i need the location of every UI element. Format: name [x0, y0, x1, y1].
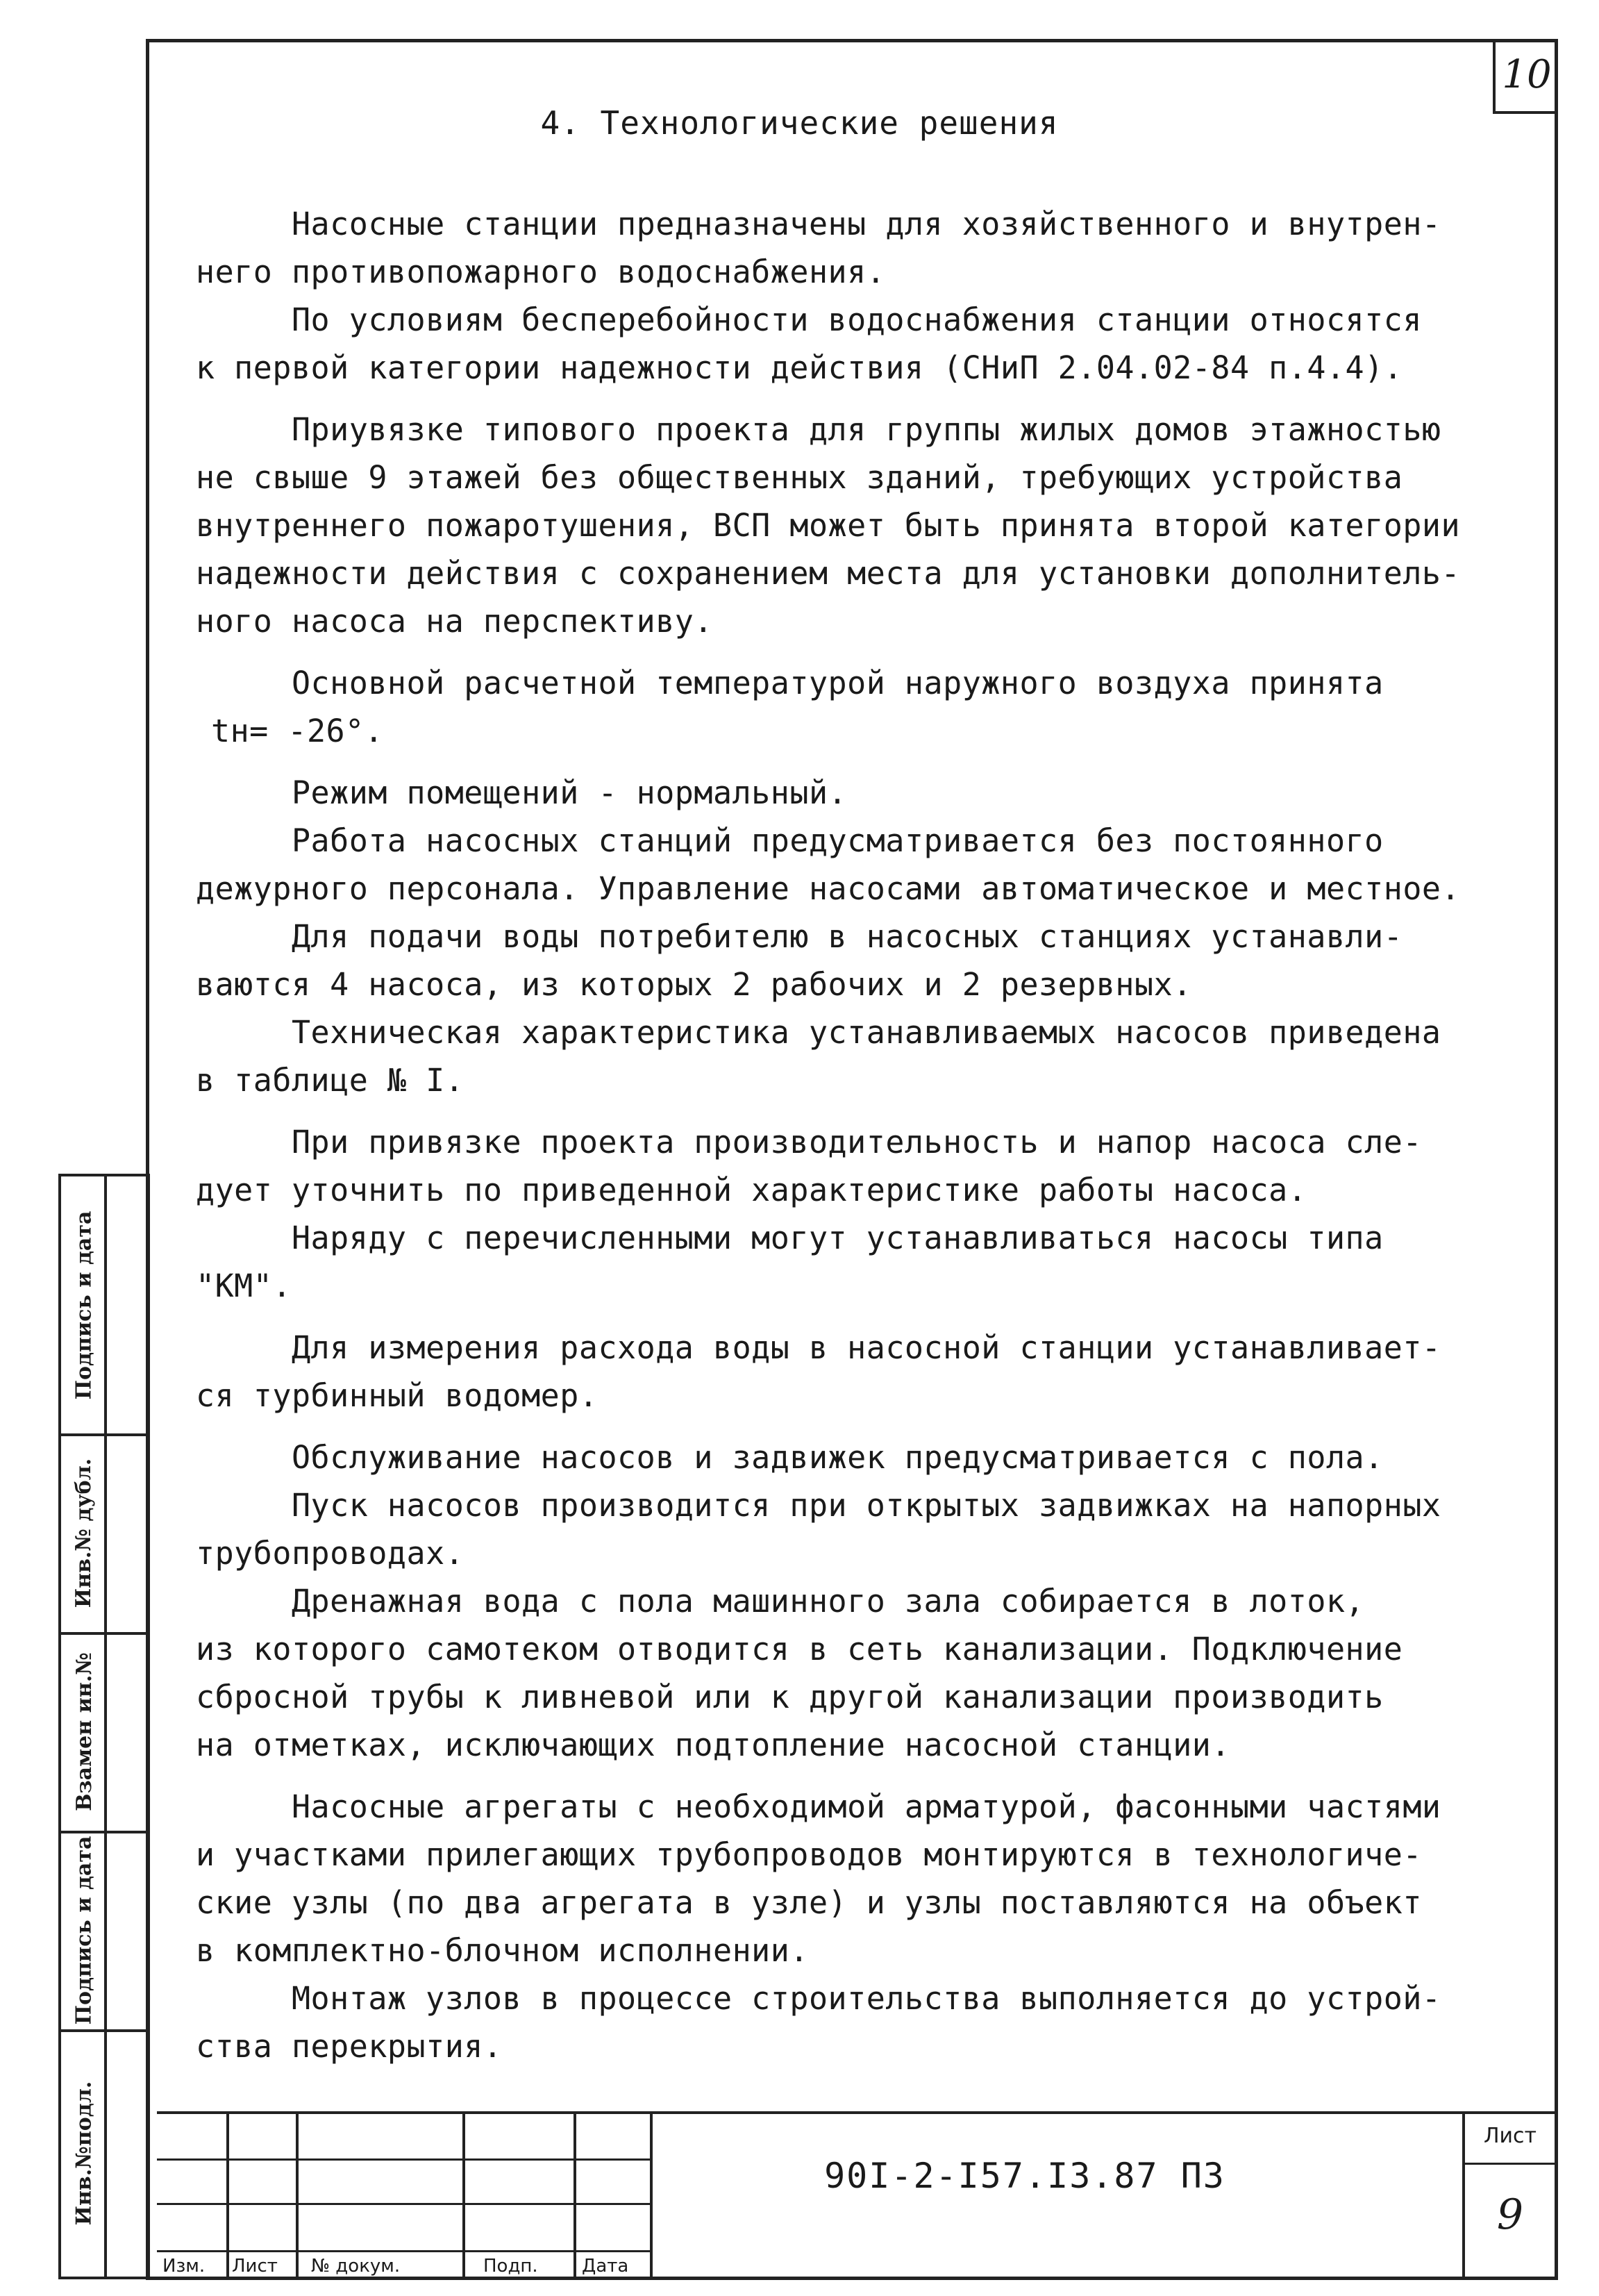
- sheet-number: 9: [1496, 2190, 1524, 2239]
- paragraph-line: сбросной трубы к ливневой или к другой канализации производить: [196, 1679, 1384, 1715]
- paragraph-line: ваются 4 насоса, из которых 2 рабочих и 2 резервных.: [196, 966, 1192, 1003]
- section-title: 4. Технологические решения: [540, 104, 1059, 142]
- column-label-change: Изм.: [162, 2256, 206, 2277]
- paragraph-line: Приувязке типового проекта для группы жилых домов этажностью: [196, 411, 1441, 448]
- paragraph-line: Обслуживание насосов и задвижек предусматривается с пола.: [196, 1439, 1384, 1476]
- stamp-label-signature-date: Подпись и дата: [72, 1211, 97, 1399]
- paragraph-line: в комплектно-блочном исполнении.: [196, 1932, 809, 1969]
- paragraph-line: Режим помещений - нормальный.: [196, 774, 848, 811]
- paragraph-line: При привязке проекта производительность и напор насоса сле-: [196, 1124, 1422, 1161]
- paragraph-line: Дренажная вода с пола машинного зала собирается в лоток,: [196, 1583, 1365, 1620]
- frame-right-border: [1555, 39, 1558, 2279]
- paragraph-line: внутреннего пожаротушения, ВСП может быть принята второй категории: [196, 507, 1461, 544]
- paragraph-line: Работа насосных станций предусматривается без постоянного: [196, 822, 1384, 859]
- paragraph-line: Для измерения расхода воды в насосной станции устанавливает-: [196, 1329, 1441, 1366]
- title-block-divider: [226, 2114, 229, 2279]
- stamp-divider: [104, 1176, 107, 2277]
- paragraph-line: дежурного персонала. Управление насосами автоматическое и местное.: [196, 870, 1461, 907]
- title-block-row-line: [1462, 2163, 1555, 2165]
- paragraph-line: "КМ".: [196, 1267, 292, 1304]
- column-label-sheet: Лист: [232, 2256, 278, 2277]
- paragraph-line: Пуск насосов производится при открытых задвижках на напорных: [196, 1487, 1441, 1524]
- title-block-divider: [1462, 2114, 1465, 2279]
- column-label-date: Дата: [582, 2256, 629, 2277]
- paragraph-line: к первой категории надежности действия (СНиП 2.04.02-84 п.4.4).: [196, 349, 1403, 386]
- paragraph-line: из которого самотеком отводится в сеть канализации. Подключение: [196, 1631, 1403, 1667]
- stamp-label-signature-date-2: Подпись и дата: [72, 1836, 97, 2024]
- paragraph-line: Техническая характеристика устанавливаемых насосов приведена: [196, 1014, 1441, 1051]
- paragraph-line: Основной расчетной температурой наружного воздуха принята: [196, 665, 1384, 701]
- stamp-label-replacement-inv: Взамен ин.№: [72, 1652, 97, 1811]
- paragraph-line: Насосные станции предназначены для хозяйственного и внутрен-: [196, 206, 1441, 242]
- margin-stamp: [58, 1174, 150, 2279]
- frame-top-border: [146, 39, 1558, 42]
- paragraph-line: надежности действия с сохранением места для установки дополнитель-: [196, 555, 1461, 592]
- stamp-label-duplicate-inv: Инв.№ дубл.: [72, 1458, 97, 1608]
- paragraph-line: в таблице № I.: [196, 1062, 464, 1099]
- formula-line: tн= -26°.: [211, 713, 384, 749]
- paragraph-line: не свыше 9 этажей без общественных зданий, требующих устройства: [196, 459, 1403, 496]
- title-block-row-line: [157, 2158, 650, 2161]
- paragraph-line: него противопожарного водоснабжения.: [196, 253, 886, 290]
- paragraph-line: ства перекрытия.: [196, 2028, 503, 2065]
- title-block: [157, 2111, 1555, 2279]
- paragraph-line: на отметках, исключающих подтопление насосной станции.: [196, 1727, 1230, 1763]
- paragraph-line: дует уточнить по приведенной характеристике работы насоса.: [196, 1172, 1307, 1208]
- paragraph-line: Для подачи воды потребителю в насосных станциях устанавли-: [196, 918, 1403, 955]
- paragraph-line: и участками прилегающих трубопроводов монтируются в технологиче-: [196, 1836, 1422, 1873]
- paragraph-line: Насосные агрегаты с необходимой арматурой, фасонными частями: [196, 1788, 1441, 1825]
- paragraph-line: трубопроводах.: [196, 1535, 464, 1572]
- paragraph-line: Наряду с перечисленными могут устанавливаться насосы типа: [196, 1220, 1384, 1256]
- title-block-divider: [296, 2114, 299, 2279]
- title-block-divider: [574, 2114, 576, 2279]
- paragraph-line: По условиям бесперебойности водоснабжения станции относятся: [196, 301, 1422, 338]
- title-block-row-line: [157, 2203, 650, 2205]
- paragraph-line: ские узлы (по два агрегата в узле) и узлы поставляются на объект: [196, 1884, 1422, 1921]
- stamp-label-original-inv: Инв.№подл.: [72, 2081, 97, 2225]
- paragraph-line: Монтаж узлов в процессе строительства выполняется до устрой-: [196, 1980, 1441, 2017]
- column-label-signature: Подп.: [483, 2256, 538, 2277]
- title-block-divider: [462, 2114, 465, 2279]
- column-label-document: № докум.: [311, 2256, 401, 2277]
- page-number: 10: [1493, 39, 1558, 114]
- paragraph-line: ся турбинный водомер.: [196, 1377, 598, 1414]
- paragraph-line: ного насоса на перспективу.: [196, 603, 713, 640]
- sheet-label: Лист: [1483, 2124, 1537, 2148]
- body-text: [196, 200, 1550, 2070]
- document-code: 90I-2-I57.I3.87 ПЗ: [824, 2156, 1225, 2196]
- title-block-row-line: [157, 2250, 650, 2252]
- title-block-divider: [650, 2114, 653, 2279]
